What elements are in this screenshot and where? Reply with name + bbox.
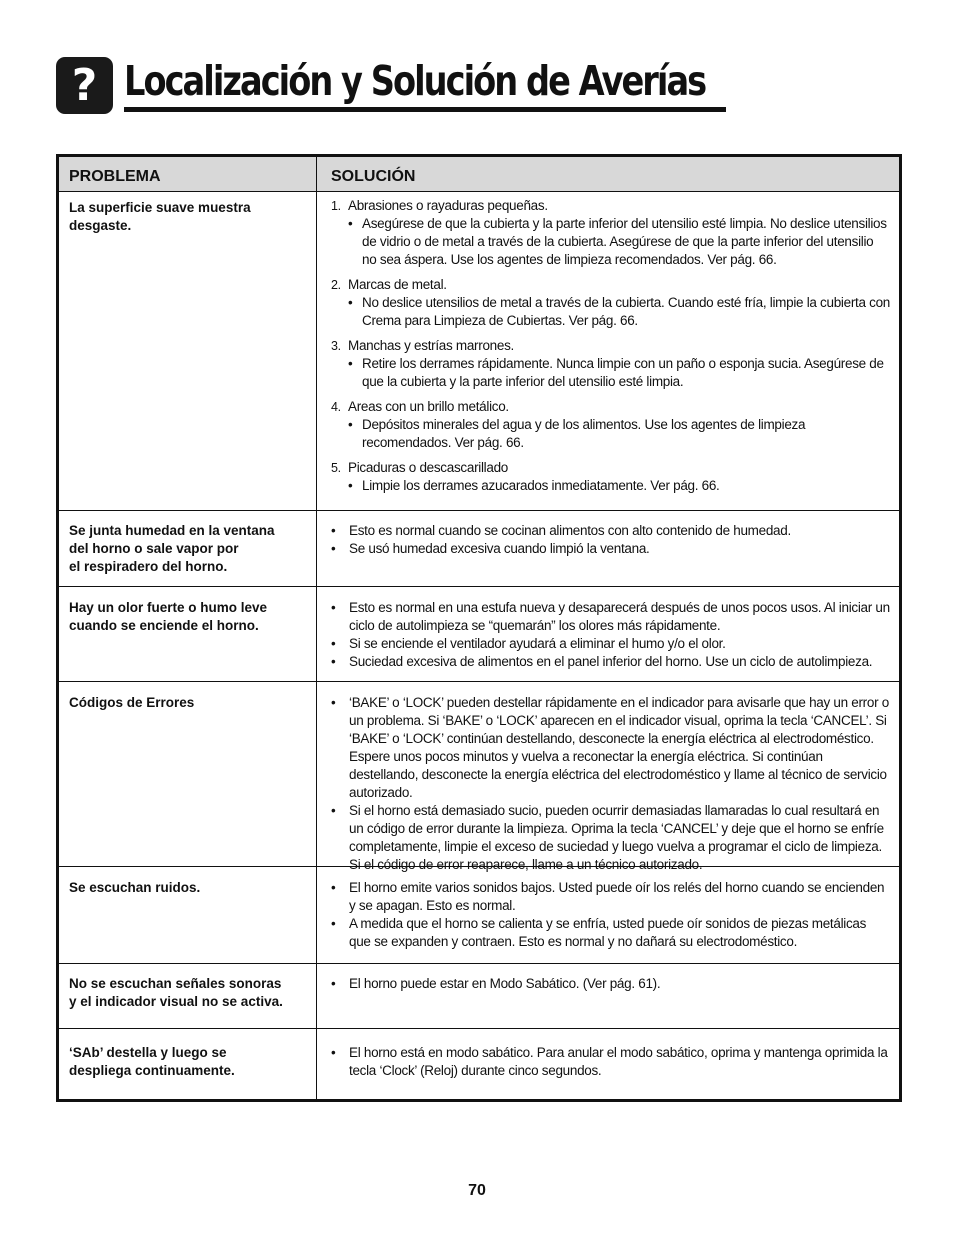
table-row (59, 681, 899, 872)
page-number: 70 (468, 1182, 486, 1199)
problem-cell (59, 587, 317, 681)
problem-cell (59, 682, 317, 866)
bullet-text: Suciedad excesiva de alimentos en el panel inferior del horno. Use un ciclo de autolimpieza. (349, 654, 873, 669)
problem-cell (59, 867, 317, 963)
solution-cell (317, 867, 899, 963)
bullet-text: ‘BAKE’ o ‘LOCK’ pueden destellar rápidamente en el indicador para avisarle que hay un error o un problema. Si ‘BAKE’ o ‘LOCK’ aparecen en el indicador visual, oprima la tecla ‘CANCEL’. Si ‘BAKE’ o ‘LOCK’ continúan destellando, desconecte la energía eléctrica al electrodoméstico. Espere unos pocos minutos y vuelva a reconectar la energía eléctrica. Si continúan destellando, desconecte la energía eléctrica del electrodoméstico y llame al técnico de servicio autorizado. (349, 695, 889, 800)
numbered-item (331, 197, 891, 269)
bullet-text: Esto es normal en una estufa nueva y desaparecerá después de unos pocos usos. Al iniciar un ciclo de autolimpieza se “quemarán” los olores más rápidamente. (349, 600, 890, 633)
item-number: 4. (331, 400, 341, 414)
bullet-text: Retire los derrames rápidamente. Nunca limpie con un paño o esponja sucia. Asegúrese de que la cubierta y la parte inferior del utensilio esté limpia. (362, 356, 884, 389)
table-row (59, 510, 899, 586)
bullet-item: • Depósitos minerales del agua y de los alimentos. Use los agentes de limpieza recomendados. Ver pág. 66. (348, 416, 891, 452)
item-number: 3. (331, 339, 341, 353)
bullet-text: Se usó humedad excesiva cuando limpió la ventana. (349, 541, 650, 556)
item-number: 5. (331, 461, 341, 475)
solution-cell (317, 682, 899, 872)
column-header-solution: SOLUCIÓN (331, 168, 416, 185)
problem-text: desgaste. (69, 218, 132, 233)
bullet-text: A medida que el horno se calienta y se enfría, usted puede oír sonidos de piezas metálicas que se expanden y contraen. Esto es normal y no dañará su electrodoméstico. (349, 916, 867, 949)
bullet-item: • El horno emite varios sonidos bajos. Usted puede oír los relés del horno cuando se encienden y se apagan. Esto es normal. (331, 879, 891, 915)
table-row (59, 586, 899, 681)
problem-cell (59, 511, 317, 586)
problem-cell (59, 1029, 317, 1099)
numbered-item (331, 337, 891, 391)
bullet-item: • Se usó humedad excesiva cuando limpió la ventana. (331, 540, 891, 558)
item-text: Areas con un brillo metálico. (348, 399, 509, 414)
table-row (59, 866, 899, 963)
bullet-item: • Suciedad excesiva de alimentos en el panel inferior del horno. Use un ciclo de autolimpieza. (331, 653, 891, 671)
bullet-text: Si el horno está demasiado sucio, pueden ocurrir demasiadas llamaradas lo cual resultará en un código de error durante la limpieza. Oprima la tecla ‘CANCEL’ y deje que el horno se enfríe completamente, limpie el exceso de suciedad y luego vuelva a programar el ciclo de limpieza. Si el código de error reaparece, llame a un técnico autorizado. (349, 803, 884, 872)
bullet-item: • Si el horno está demasiado sucio, pueden ocurrir demasiadas llamaradas lo cual resultará en un código de error durante la limpieza. Oprima la tecla ‘CANCEL’ y deje que el horno se enfríe completamente, limpie el exceso de suciedad y luego vuelva a programar el ciclo de limpieza. Si el código de error reaparece, llame a un técnico autorizado. (331, 802, 891, 874)
solution-cell (317, 587, 899, 681)
numbered-item (331, 459, 891, 495)
problem-text: Hay un olor fuerte o humo leve (69, 600, 268, 615)
problem-text: La superficie suave muestra (69, 200, 251, 215)
troubleshooting-table (56, 154, 902, 1102)
bullet-item: • Limpie los derrames azucarados inmediatamente. Ver pág. 66. (348, 477, 891, 495)
table-row (59, 963, 899, 1028)
item-text: Picaduras o descascarillado (348, 460, 508, 475)
numbered-item (331, 276, 891, 330)
problem-text: Se junta humedad en la ventana (69, 523, 275, 538)
bullet-item: • El horno está en modo sabático. Para anular el modo sabático, oprima y mantenga oprimida la tecla ‘Clock’ (Reloj) durante cinco segundos. (331, 1044, 891, 1080)
problem-cell (59, 192, 317, 510)
item-number: 2. (331, 278, 341, 292)
bullet-text: Asegúrese de que la cubierta y la parte inferior del utensilio esté limpia. No deslice utensilios de vidrio o de metal a través de la cubierta. Asegúrese de que la parte inferior del utensilio no sea áspera. Use los agentes de limpieza recomendados. Ver pág. 66. (362, 216, 887, 267)
bullet-text: El horno emite varios sonidos bajos. Usted puede oír los relés del horno cuando se encienden y se apagan. Esto es normal. (349, 880, 885, 913)
bullet-text: Limpie los derrames azucarados inmediatamente. Ver pág. 66. (362, 478, 720, 493)
bullet-text: El horno está en modo sabático. Para anular el modo sabático, oprima y mantenga oprimida la tecla ‘Clock’ (Reloj) durante cinco segundos. (349, 1045, 888, 1078)
problem-text: Códigos de Errores (69, 695, 195, 710)
problem-cell (59, 964, 317, 1028)
solution-cell (317, 1029, 899, 1099)
solution-cell (317, 964, 899, 1028)
bullet-item: • Retire los derrames rápidamente. Nunca limpie con un paño o esponja sucia. Asegúrese de que la cubierta y la parte inferior del utensilio esté limpia. (348, 355, 891, 391)
problem-text: del horno o sale vapor por (69, 541, 239, 556)
problem-text: despliega continuamente. (69, 1063, 235, 1078)
title-underline (124, 107, 726, 112)
item-text: Manchas y estrías marrones. (348, 338, 514, 353)
page-title: Localización y Solución de Averías (124, 57, 706, 105)
item-text: Abrasiones o rayaduras pequeñas. (348, 198, 548, 213)
item-text: Marcas de metal. (348, 277, 447, 292)
bullet-item: • Esto es normal cuando se cocinan alimentos con alto contenido de humedad. (331, 522, 891, 540)
bullet-item: • ‘BAKE’ o ‘LOCK’ pueden destellar rápidamente en el indicador para avisarle que hay un error o un problema. Si ‘BAKE’ o ‘LOCK’ aparecen en el indicador visual, oprima la tecla ‘CANCEL’. Si ‘BAKE’ o ‘LOCK’ continúan destellando, desconecte la energía eléctrica al electrodoméstico. Espere unos pocos minutos y vuelva a reconectar la energía eléctrica. Si continúan destellando, desconecte la energía eléctrica del electrodoméstico y llame al técnico de servicio autorizado. (331, 694, 891, 802)
bullet-item: • No deslice utensilios de metal a través de la cubierta. Cuando esté fría, limpie la cubierta con Crema para Limpieza de Cubiertas. Ver pág. 66. (348, 295, 890, 328)
problem-text: el respiradero del horno. (69, 559, 228, 574)
bullet-item: • Asegúrese de que la cubierta y la parte inferior del utensilio esté limpia. No deslice utensilios de vidrio o de metal a través de la cubierta. Asegúrese de que la parte inferior del utensilio no sea áspera. Use los agentes de limpieza recomendados. Ver pág. 66. (348, 215, 891, 269)
solution-cell (317, 511, 899, 586)
bullet-text: No deslice utensilios de metal a través de la cubierta. Cuando esté fría, limpie la cubierta con Crema para Limpieza de Cubiertas. Ver pág. 66. (362, 295, 890, 328)
bullet-item: • El horno puede estar en Modo Sabático. (Ver pág. 61). (331, 975, 891, 993)
bullet-text: Si se enciende el ventilador ayudará a eliminar el humo y/o el olor. (349, 636, 726, 651)
solution-cell (317, 192, 899, 510)
table-header-row (59, 157, 899, 191)
table-row (59, 1028, 899, 1099)
problem-text: cuando se enciende el horno. (69, 618, 259, 633)
numbered-item (331, 398, 891, 452)
problem-text: y el indicador visual no se activa. (69, 994, 283, 1009)
bullet-item: • A medida que el horno se calienta y se enfría, usted puede oír sonidos de piezas metálicas que se expanden y contraen. Esto es normal y no dañará su electrodoméstico. (331, 915, 891, 951)
bullet-item: • Si se enciende el ventilador ayudará a eliminar el humo y/o el olor. (331, 635, 891, 653)
bullet-item: • Esto es normal en una estufa nueva y desaparecerá después de unos pocos usos. Al iniciar un ciclo de autolimpieza se “quemarán” los olores más rápidamente. (331, 600, 890, 633)
bullet-text: Depósitos minerales del agua y de los alimentos. Use los agentes de limpieza recomendados. Ver pág. 66. (362, 417, 806, 450)
item-number: 1. (331, 199, 341, 213)
bullet-text: Esto es normal cuando se cocinan alimentos con alto contenido de humedad. (349, 523, 791, 538)
problem-text: ‘SAb’ destella y luego se (69, 1045, 227, 1060)
table-row (59, 191, 899, 510)
question-mark-icon: ? (56, 57, 113, 114)
page-header (56, 55, 706, 117)
problem-text: No se escuchan señales sonoras (69, 976, 282, 991)
column-header-problem: PROBLEMA (59, 157, 317, 191)
problem-text: Se escuchan ruidos. (69, 880, 201, 895)
bullet-text: El horno puede estar en Modo Sabático. (Ver pág. 61). (349, 976, 661, 991)
